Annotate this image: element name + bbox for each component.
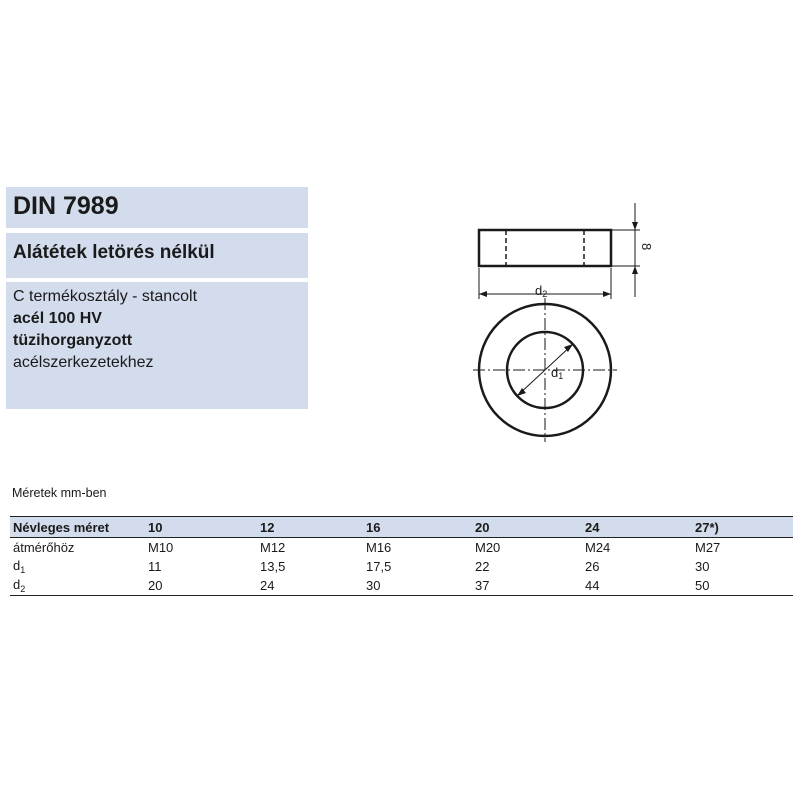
table-cell: M10 [148, 540, 174, 555]
table-cell: M24 [585, 540, 611, 555]
table-cell: 26 [585, 559, 600, 574]
table-row [10, 538, 793, 558]
header-size: 27*) [691, 517, 793, 538]
units-note: Méretek mm-ben [12, 486, 107, 500]
table-cell: 37 [471, 576, 581, 596]
table-row [10, 557, 793, 576]
table-cell: 17,5 [366, 559, 392, 574]
header-size: 24 [581, 517, 691, 538]
page-subtitle: Alátétek letörés nélkül [13, 242, 215, 263]
header-size: 10 [144, 517, 256, 538]
table-cell: 30 [695, 559, 710, 574]
header-nominal-size: Névleges méret [10, 517, 144, 538]
row-label: átmérőhöz [13, 540, 75, 555]
table-cell: 20 [144, 576, 256, 596]
table-cell: 11 [148, 559, 162, 574]
header-size: 20 [471, 517, 581, 538]
table-cell: 30 [362, 576, 471, 596]
application: acélszerkezetekhez [13, 354, 154, 371]
table-row [10, 576, 793, 596]
table-cell: 22 [475, 559, 490, 574]
table-cell: 13,5 [260, 559, 286, 574]
table-cell: 24 [256, 576, 362, 596]
table-cell: M20 [475, 540, 501, 555]
description-panel [6, 282, 308, 409]
outer-diameter-label: d2 [535, 283, 548, 299]
washer-side-view [479, 230, 611, 266]
table-header-row [10, 517, 793, 538]
table-cell: 44 [581, 576, 691, 596]
page-title: DIN 7989 [13, 192, 119, 220]
row-label: $d_2$ [10, 576, 144, 596]
table-cell: M27 [695, 540, 721, 555]
table-cell: 50 [691, 576, 793, 596]
table-cell: M12 [260, 540, 286, 555]
washer-technical-drawing [465, 200, 665, 450]
header-size: 12 [256, 517, 362, 538]
header-size: 16 [362, 517, 471, 538]
dimensions-table [10, 516, 793, 596]
material: acél 100 HV [13, 310, 102, 327]
table-cell: M16 [366, 540, 392, 555]
inner-diameter-label: d1 [551, 365, 564, 381]
subtitle-panel [6, 233, 308, 278]
thickness-label: 8 [639, 243, 654, 251]
product-class: C termékosztály - stancolt [13, 288, 198, 305]
title-panel [6, 187, 308, 228]
coating: tüzihorganyzott [13, 332, 133, 349]
row-label: $d_1$ [13, 558, 26, 575]
